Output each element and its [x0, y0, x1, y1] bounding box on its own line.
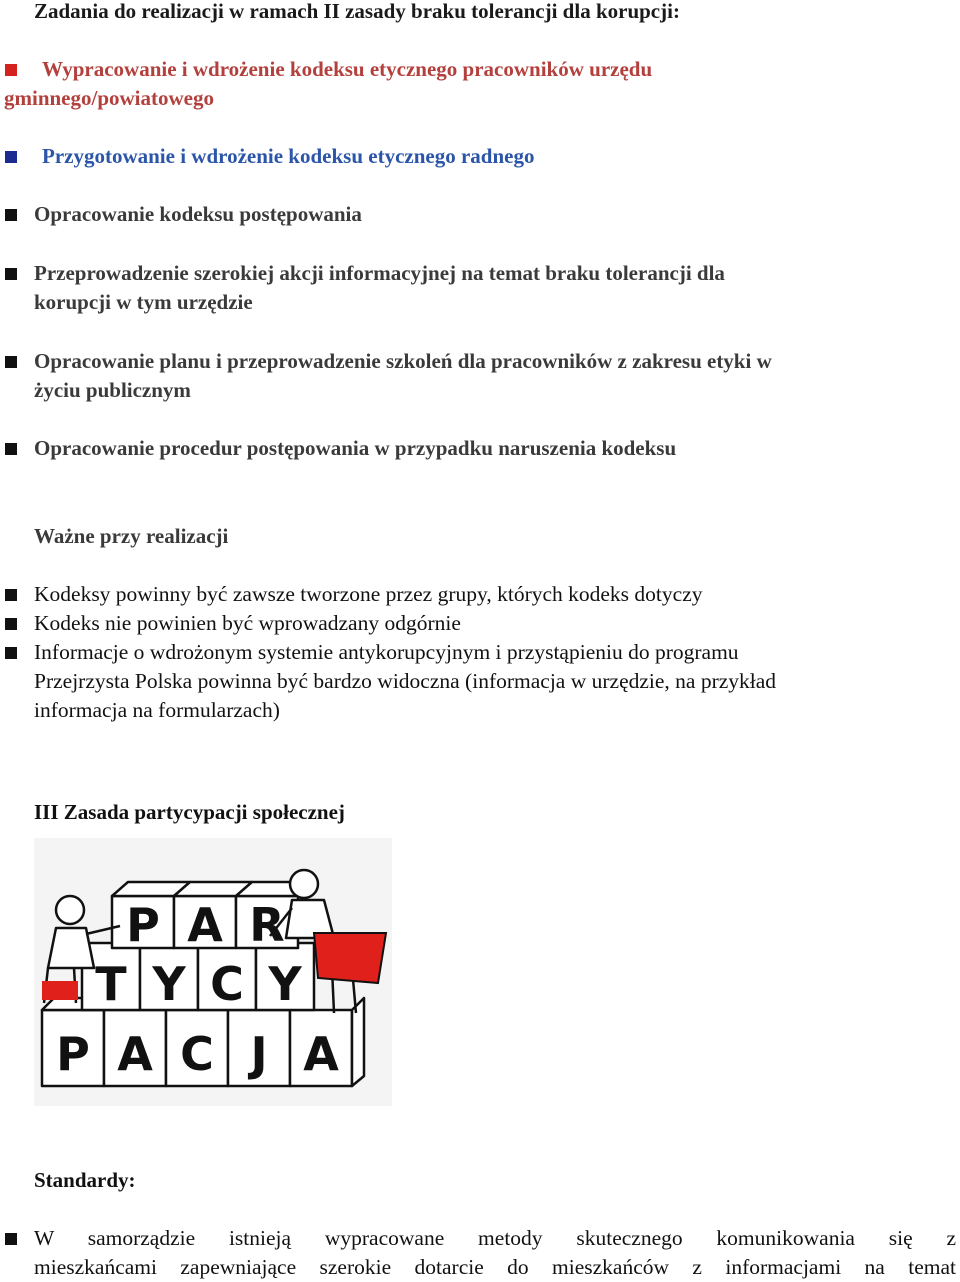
square-bullet-icon [5, 209, 17, 221]
square-bullet-icon [5, 443, 17, 455]
standards-heading: Standardy: [34, 1168, 136, 1192]
list-item-text-cont: Przejrzysta Polska powinna być bardzo widoczna (informacja w urzędzie, na przykład [34, 669, 777, 693]
page-heading: Zadania do realizacji w ramach II zasady braku tolerancji dla korupcji: [34, 0, 680, 23]
list-item-text: W samorządzie istnieją wypracowane metody skutecznego komunikowania się z [34, 1226, 956, 1250]
list-item-text: Przeprowadzenie szerokiej akcji informacyjnej na temat braku tolerancji dla [34, 261, 725, 285]
block-letter: Y [268, 957, 302, 1011]
red-shorts [42, 981, 78, 1000]
block-letter: R [249, 898, 285, 952]
block-letter: C [180, 1027, 214, 1081]
list-item-text-cont: informacja na formularzach) [34, 698, 280, 722]
square-bullet-icon [5, 151, 17, 163]
red-skirt [314, 933, 386, 983]
square-bullet-icon [5, 589, 17, 601]
child-head [290, 870, 318, 898]
list-item-text-cont: mieszkańcami zapewniające szerokie dotarcie do mieszkańców z informacjami na temat [34, 1255, 956, 1279]
block-letter: T [95, 957, 127, 1011]
square-bullet-icon [5, 618, 17, 630]
important-heading: Ważne przy realizacji [34, 524, 229, 548]
list-item-text-cont: korupcji w tym urzędzie [34, 290, 253, 314]
list-item-text: Opracowanie planu i przeprowadzenie szkoleń dla pracowników z zakresu etyki w [34, 349, 772, 373]
list-item-text: Opracowanie procedur postępowania w przypadku naruszenia kodeksu [34, 436, 677, 460]
list-item-text: Informacje o wdrożonym systemie antykorupcyjnym i przystąpieniu do programu [34, 640, 739, 664]
square-bullet-icon [5, 647, 17, 659]
participation-illustration [34, 838, 392, 1106]
block-letter: A [303, 1027, 339, 1081]
list-item-text-cont: życiu publicznym [34, 378, 191, 402]
block-letter: A [187, 898, 223, 952]
block-letter: P [56, 1027, 90, 1081]
square-bullet-icon [5, 356, 17, 368]
square-bullet-icon [5, 64, 17, 76]
list-item-text: Opracowanie kodeksu postępowania [34, 202, 362, 226]
list-item-text: Kodeksy powinny być zawsze tworzone przez grupy, których kodeks dotyczy [34, 582, 703, 606]
square-bullet-icon [5, 268, 17, 280]
list-item-text: Przygotowanie i wdrożenie kodeksu etycznego radnego [42, 144, 535, 168]
square-bullet-icon [5, 1233, 17, 1245]
list-item-text-cont: gminnego/powiatowego [4, 86, 214, 110]
child-head [56, 896, 84, 924]
block-letter: C [210, 957, 244, 1011]
list-item-text: Wypracowanie i wdrożenie kodeksu etycznego pracowników urzędu [42, 57, 653, 81]
block-letter: Y [152, 957, 186, 1011]
section-title: III Zasada partycypacji społecznej [34, 800, 345, 824]
list-item-text: Kodeks nie powinien być wprowadzany odgórnie [34, 611, 461, 635]
block-letter: J [250, 1027, 268, 1081]
block-letter: P [126, 898, 160, 952]
block-letter: A [117, 1027, 153, 1081]
